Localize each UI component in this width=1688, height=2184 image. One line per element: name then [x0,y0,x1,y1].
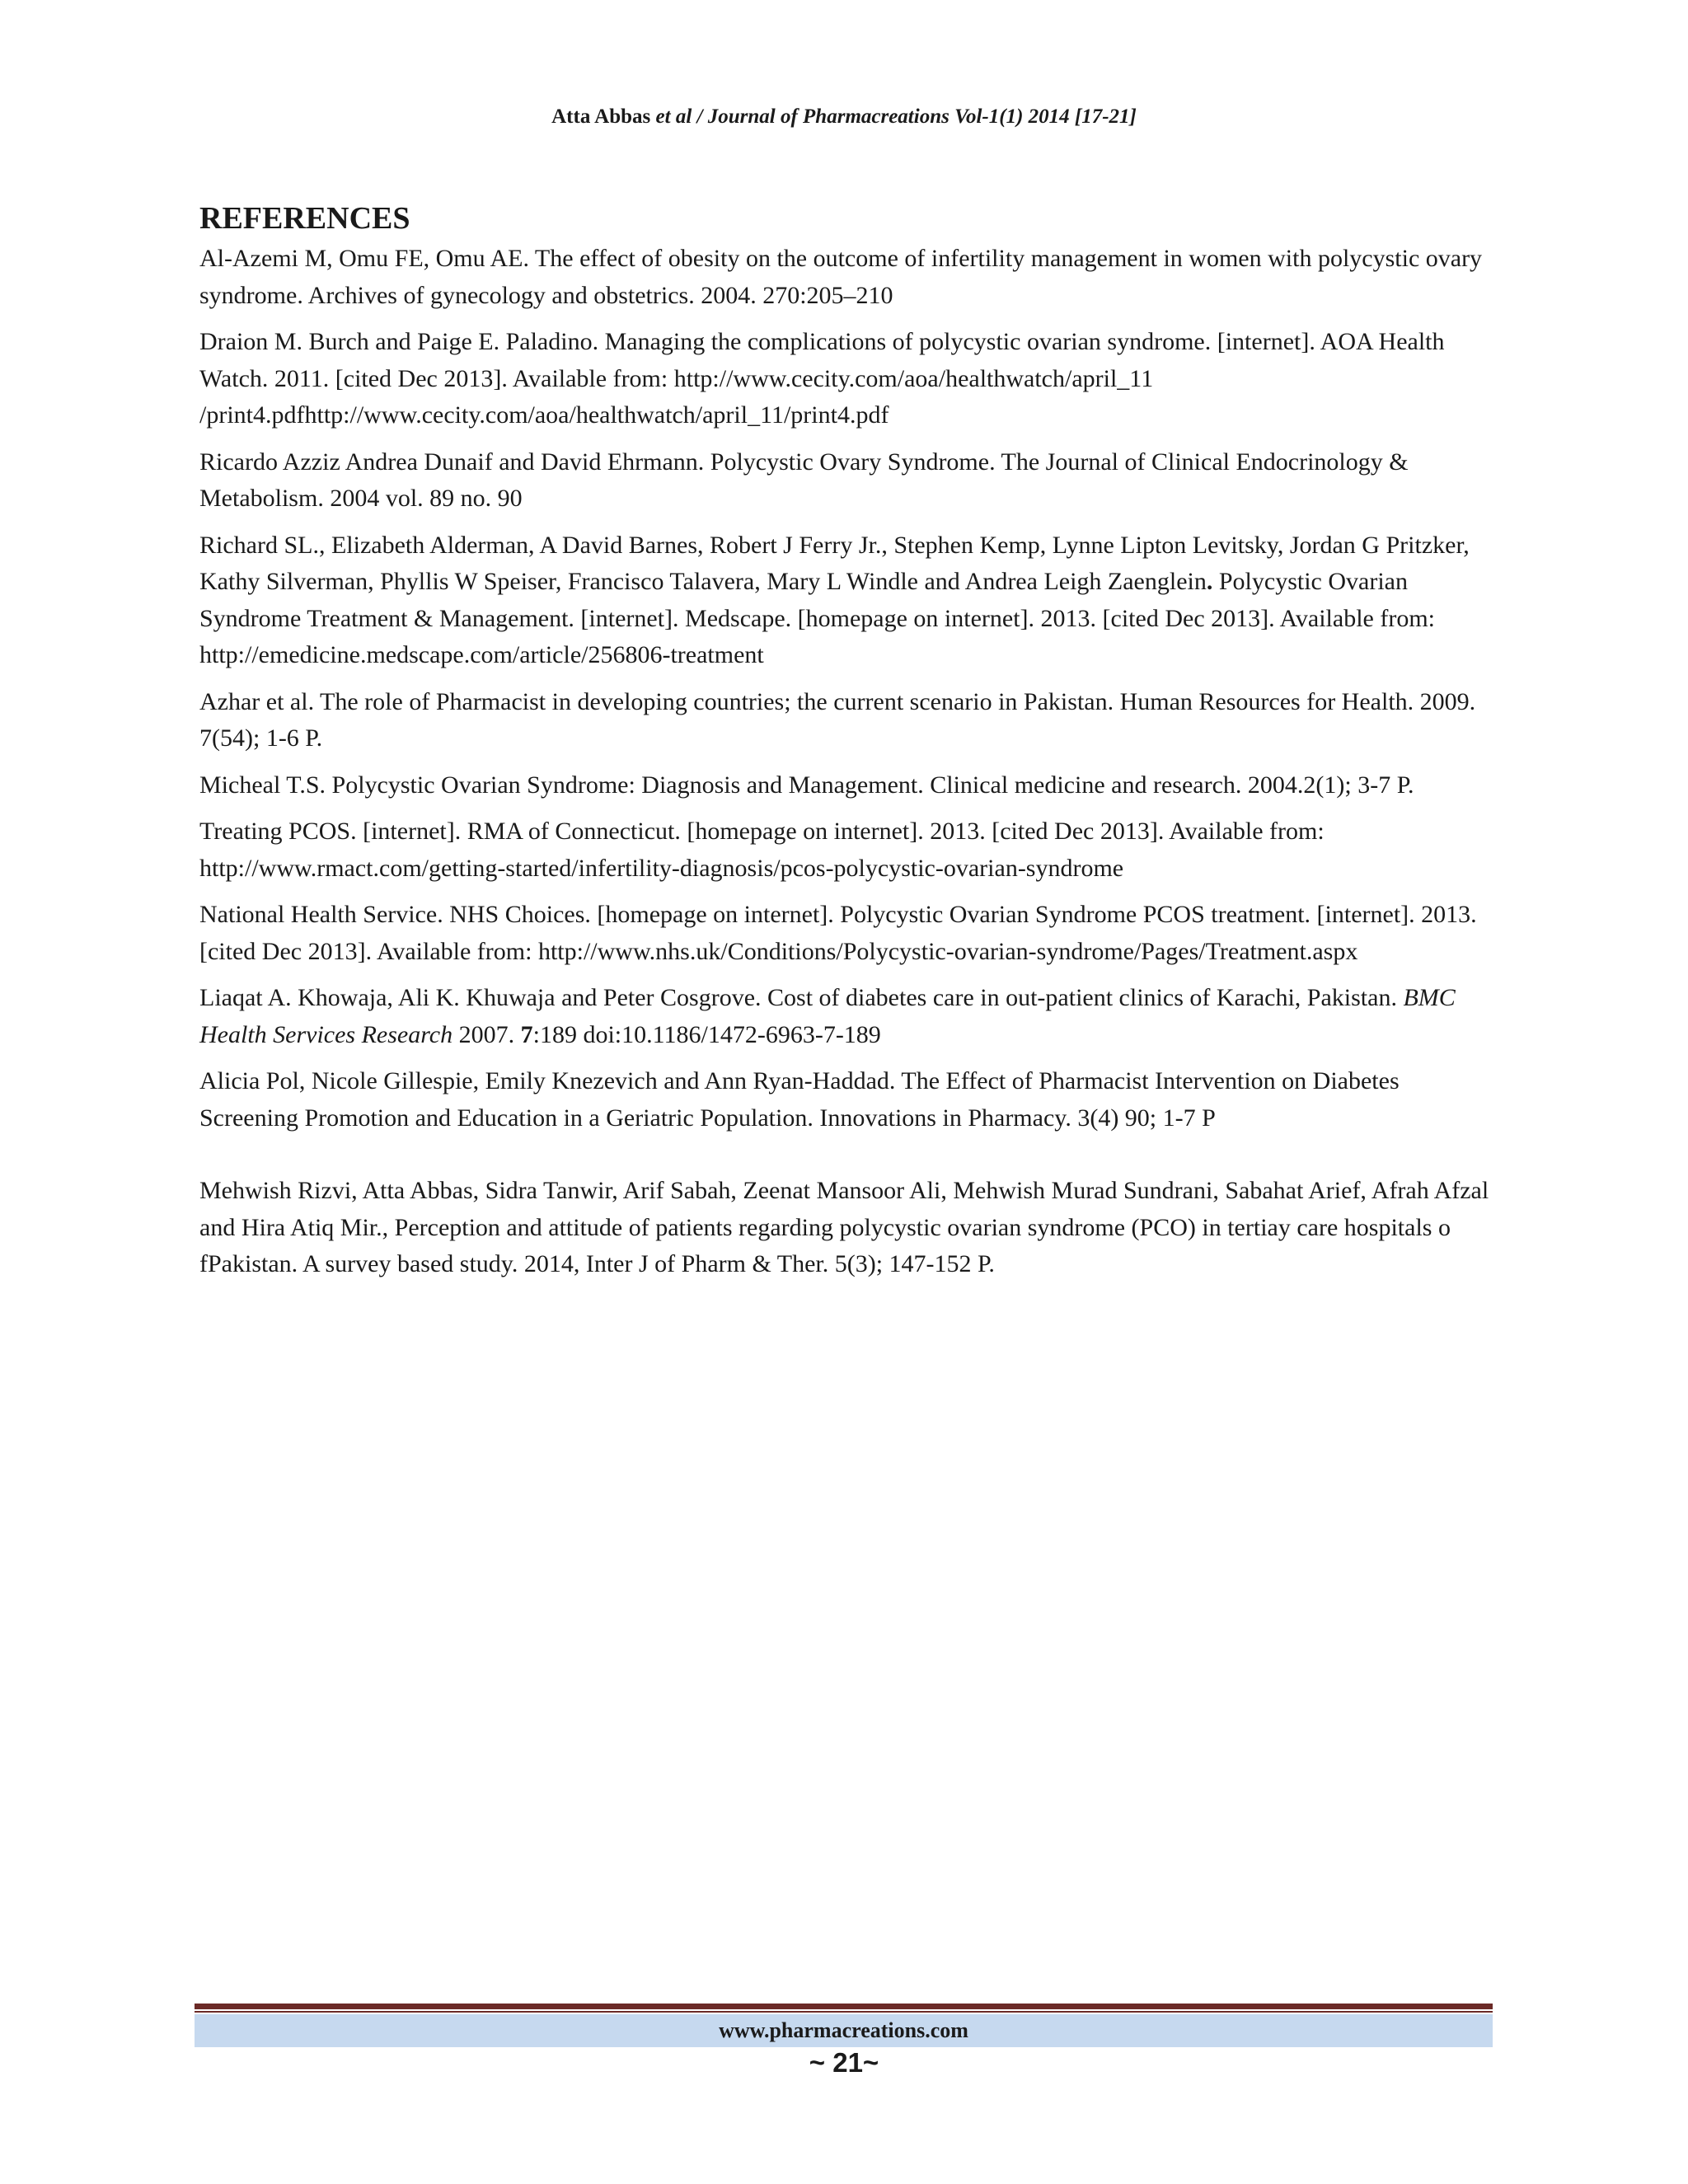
reference-item: Azhar et al. The role of Pharmacist in developing countries; the current scenario in Pakistan. Human Resources for Health. 2009. 7(54); 1-6 P. [199,687,1476,752]
reference-journal-title: BMC Health Services Research [199,984,1456,1048]
reference-text: Liaqat A. Khowaja, Ali K. Khuwaja and Peter Cosgrove. Cost of diabetes care in out-patient clinics of Karachi, Pakistan. [199,984,1404,1011]
reference-item: Ricardo Azziz Andrea Dunaif and David Ehrmann. Polycystic Ovary Syndrome. The Journal of Clinical Endocrinology & Metabolism. 2004 vol. 89 no. 90 [199,448,1409,512]
reference-text: 2007. [452,1020,521,1048]
reference-item: Micheal T.S. Polycystic Ovarian Syndrome: Diagnosis and Management. Clinical medicine and research. 2004.2(1); 3-7 P. [199,771,1414,799]
reference-item: Alicia Pol, Nicole Gillespie, Emily Knezevich and Ann Ryan-Haddad. The Effect of Pharmacist Intervention on Diabetes Screening Promotion and Education in a Geriatric Population. Innovations in Pharmacy. 3(4) 90; 1-7 P [199,1067,1400,1132]
header-etal: et al [655,105,692,128]
reference-item: Treating PCOS. [internet]. RMA of Connecticut. [homepage on internet]. 2013. [cited Dec 2013]. Available from: http://www.rmact.com/getting-started/infertility-diagnosis/pcos-polycystic-ovarian-syndrome [199,818,1325,882]
page-number: ~ 21~ [809,2047,879,2078]
reference-bold-dot: . [1206,568,1213,595]
footer-rule-thin [195,2011,1493,2013]
reference-item [199,980,1502,1053]
references-heading: REFERENCES [199,201,410,236]
reference-text: Richard SL., Elizabeth Alderman, A David Barnes, Robert J Ferry Jr., Stephen Kemp, Lynne Lipton Levitsky, Jordan G Pritzker, Kathy Silverman, Phyllis W Speiser, Francisco Talavera, Mary L Windle and Andrea Leigh Zaenglein [199,531,1470,595]
reference-item [199,527,1502,674]
reference-text: Polycystic Ovarian Syndrome Treatment & Management. [internet]. Medscape. [homepage on internet]. 2013. [cited Dec 2013]. Available from: http://emedicine.medscape.com/article/256806-treatment [199,568,1436,668]
footer-website: www.pharmacreations.com [195,2014,1493,2047]
footer-rule [195,2004,1493,2009]
reference-text: :189 doi:10.1186/1472-6963-7-189 [532,1020,881,1048]
reference-volume: 7 [520,1020,533,1048]
reference-list [199,241,1502,1293]
reference-item: Mehwish Rizvi, Atta Abbas, Sidra Tanwir, Arif Sabah, Zeenat Mansoor Ali, Mehwish Murad Sundrani, Sabahat Arief, Afrah Afzal and Hira Atiq Mir., Perception and attitude of patients regarding polycystic ovarian syndrome (PCO) in tertiay care hospitals o fPakistan. A survey based study. 2014, Inter J of Pharm & Ther. 5(3); 147-152 P. [199,1177,1489,1277]
running-header [0,105,1688,129]
header-author: Atta Abbas [551,105,651,128]
reference-item: National Health Service. NHS Choices. [homepage on internet]. Polycystic Ovarian Syndrome PCOS treatment. [internet]. 2013. [cited Dec 2013]. Available from: http://www.nhs.uk/Conditions/Polycystic-ovarian-syndrome/Pages/Treatment.aspx [199,901,1477,965]
reference-item: Al-Azemi M, Omu FE, Omu AE. The effect of obesity on the outcome of infertility management in women with polycystic ovary syndrome. Archives of gynecology and obstetrics. 2004. 270:205–210 [199,245,1483,309]
reference-item: Draion M. Burch and Paige E. Paladino. Managing the complications of polycystic ovarian syndrome. [internet]. AOA Health Watch. 2011. [cited Dec 2013]. Available from: http://www.cecity.com/aoa/healthwatch/april_11 /print4.pdfhttp://www.cecity.com/aoa/healthwatch/april_11/print4.pdf [199,328,1445,429]
header-journal: / Journal of Pharmacreations Vol-1(1) 2014 [17-21] [696,105,1137,128]
